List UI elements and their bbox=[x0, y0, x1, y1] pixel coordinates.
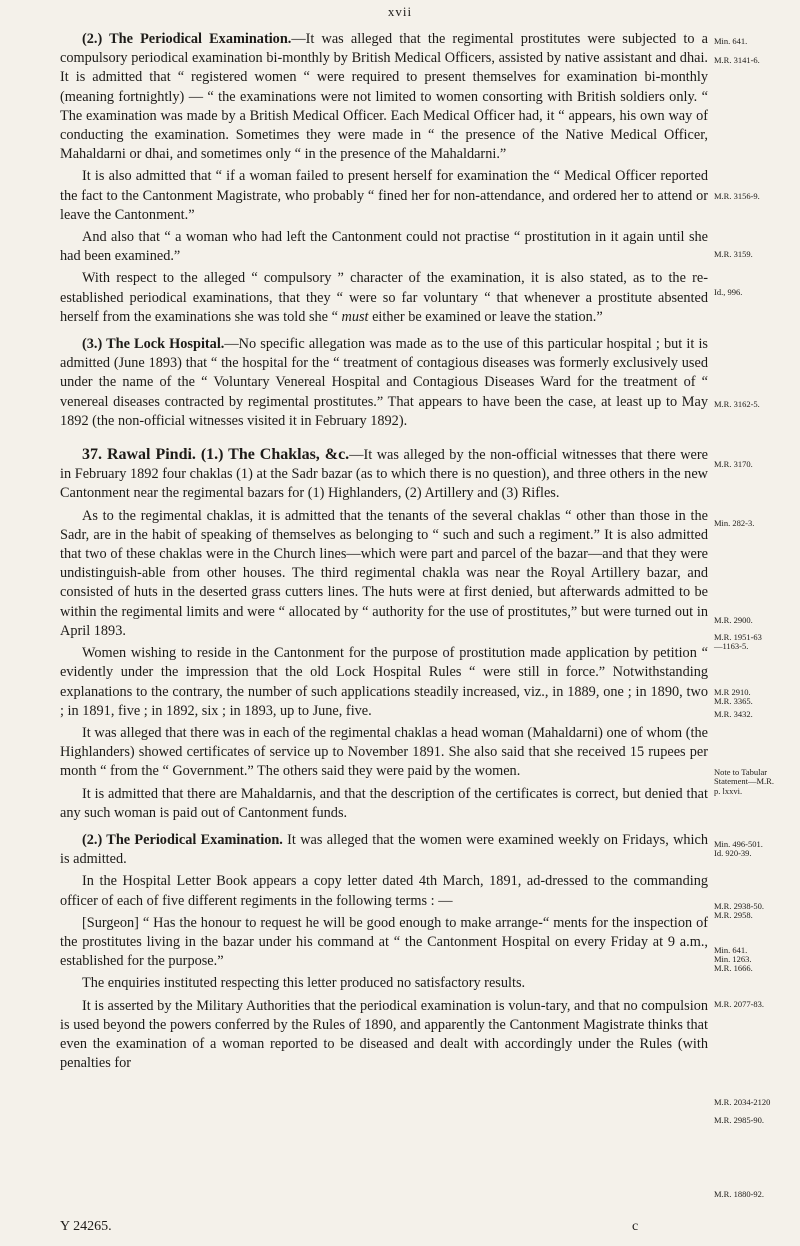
margin-note: M.R. 3170. bbox=[714, 459, 753, 469]
paragraph: As to the regimental chaklas, it is admitted that the tenants of the several chaklas “ other than those in the Sadr, are in the habit of speaking of themselves as belonging to “ such and such a regiment.” It is also admitted that two of these chaklas were in the Church lines—which were part and parcel of the bazar—and that they were undistinguish-able from other houses. The third regimental chakla was near the Royal Artillery bazar, and consisted of huts in the deserted grass cutters lines. The huts were at first denied, but afterwards admitted to be within the regimental limits and were “ allocated by “ authority for the use of prostitutes,” but were turned out in April 1893. bbox=[60, 507, 708, 639]
margin-note: Min. 1263. bbox=[714, 954, 752, 964]
margin-note: M.R. 3156-9. bbox=[714, 191, 760, 201]
paragraph-lock-hospital bbox=[60, 335, 708, 431]
margin-note: M.R 2910. bbox=[714, 687, 751, 697]
section-heading: (2.) The Periodical Examination. bbox=[82, 31, 292, 47]
paragraph-text: —It was alleged by the non-official witnesses that there were in February 1892 four chaklas (1) at the Sadr bazar (as to which there is no question), and three others in the new Cantonment near the regimental bazars for (1) Highlanders, (2) Artillery and (3) Rifles. bbox=[60, 447, 708, 502]
emphasis-text: must bbox=[341, 308, 369, 325]
main-text bbox=[60, 30, 708, 1076]
paragraph bbox=[60, 269, 708, 327]
paragraph: It was alleged that there was in each of the regimental chaklas a head woman (Mahaldarni) one of whom (the Highlanders) showed certificates of service up to November 1891. She also said that she received 15 rupees per month “ from the “ Government.” The others said they were paid by the women. bbox=[60, 724, 708, 780]
margin-note: M.R. 3162-5. bbox=[714, 399, 760, 409]
margin-note: Min. 641. bbox=[714, 945, 748, 955]
margin-note: M.R. 3159. bbox=[714, 249, 753, 259]
margin-note: Id., 996. bbox=[714, 287, 743, 297]
paragraph-text: It was alleged that the women were examined weekly on Fridays, which is admitted. bbox=[60, 831, 709, 868]
paragraph-text: —No specific allegation was made as to the use of this particular hospital ; but it is admitted (June 1893) that “ the hospital for the “ treatment of contagious diseases was formerly exclusively used under the name of the “ Voluntary Venereal Hospital and Contagious Diseases Ward for the treatment of “ venereal diseases contracted by regimental prostitutes.” That appears to have been the case, at least up to May 1892 (the non-official witnesses visited it in February 1892). bbox=[60, 336, 708, 429]
margin-note: M.R. 3141-6. bbox=[714, 55, 760, 65]
margin-note: M.R. 2958. bbox=[714, 910, 753, 920]
paragraph-text: —It was alleged that the regimental prostitutes were subjected to a compulsory periodical examination bi-monthly by British Medical Officers, assisted by native assistant and dhai. It is admitted that “ registered women “ were required to present themselves for examination bi-monthly (meaning fortnightly) — “ the examinations were not limited to women consorting with British soldiers only. “ The examination was made by a British Medical Officer. Each Medical Officer had, it “ appears, his own way of conducting the examination. Sometimes they were made in “ the presence of the Native Medical Officer, Mahaldarni or dhai, and sometimes only “ in the presence of the Mahaldarni.” bbox=[60, 31, 708, 163]
margin-note: M.R. 2985-90. bbox=[714, 1115, 765, 1125]
margin-note: Min. 282-3. bbox=[714, 518, 755, 528]
section-heading: (3.) The Lock Hospital. bbox=[82, 336, 225, 353]
margin-note: M.R. 1666. bbox=[714, 963, 753, 973]
paragraph: Women wishing to reside in the Cantonment for the purpose of prostitution made application by petition “ evidently under the impression that the old Lock Hospital Rules “ were still in force.” Notwithstanding explanations to the contrary, the number of such applications steadily increased, viz., in 1889, one ; in 1890, two ; in 1891, five ; in 1892, six ; in 1893, up to June, five. bbox=[60, 645, 708, 719]
paragraph: The enquiries instituted respecting this letter produced no satisfactory results. bbox=[82, 975, 526, 992]
paragraph: It is also admitted that “ if a woman failed to present herself for examination the “ Medical Officer reported the fact to the Cantonment Magistrate, who probably “ fined her for non-attendance, and ordered her to attend or leave the Cantonment.” bbox=[60, 168, 708, 223]
paragraph-periodical-examination bbox=[60, 30, 708, 164]
paragraph: It is admitted that there are Mahaldarnis, and that the description of the certificates is correct, but denied that any such woman is paid out of Cantonment funds. bbox=[60, 785, 708, 821]
margin-note: Note to Tabular bbox=[714, 767, 768, 777]
paragraph: And also that “ a woman who had left the Cantonment could not practise “ prostitution in it again until she had been examined.” bbox=[60, 229, 708, 265]
margin-note: M.R. 2034-2120 bbox=[714, 1097, 771, 1107]
section-heading: 37. Rawal Pindi. (1.) The Chaklas, &c. bbox=[82, 446, 350, 464]
margin-note: M.R. 3365. bbox=[714, 696, 753, 706]
margin-note: M.R. 3432. bbox=[714, 709, 753, 719]
margin-note: p. lxxvi. bbox=[714, 786, 743, 796]
margin-note: Min. 641. bbox=[714, 36, 748, 46]
gathering-letter: c bbox=[632, 1219, 639, 1234]
margin-note: Min. 496-501. bbox=[714, 839, 763, 849]
margin-note: M.R. 2077-83. bbox=[714, 999, 765, 1009]
signature-mark: Y 24265. bbox=[60, 1219, 112, 1234]
margin-note: Id. 920-39. bbox=[714, 848, 752, 858]
margin-note: M.R. 2938-50. bbox=[714, 901, 765, 911]
paragraph-text: either be examined or leave the station.” bbox=[368, 308, 603, 325]
paragraph-quoted-letter: [Surgeon] “ Has the honour to request he will be good enough to make arrange-“ ments for the inspection of the prostitutes living in the bazar under his command at “ the Cantonment Hospital on every Friday at 9 a.m., established for the purpose.” bbox=[60, 914, 708, 970]
paragraph-text: With respect to the alleged “ compulsory ” character of the examination, it is also stated, as to the re-established periodical examinations, that they “ were so far voluntary “ that whenever a prostitute absented herself from the examinations she was told she “ bbox=[60, 270, 708, 325]
margin-note: M.R. 2900. bbox=[714, 615, 753, 625]
paragraph: In the Hospital Letter Book appears a copy letter dated 4th March, 1891, ad-dressed to the commanding officer of each of five different regiments in the following terms : — bbox=[60, 873, 708, 909]
page-number: xvii bbox=[387, 4, 413, 19]
paragraph: It is asserted by the Military Authorities that the periodical examination is volun-tary, and that no compulsion is used beyond the powers conferred by the Rules of 1890, and apparently the Cantonment Magistrate thinks that even the examination of a woman reported to be diseased and dealt with accordingly under the Rules (with penalties for bbox=[60, 997, 708, 1072]
margin-note: —1163-5. bbox=[714, 641, 749, 651]
margin-note: M.R. 1880-92. bbox=[714, 1189, 765, 1199]
paragraph-periodical-examination-2 bbox=[60, 831, 708, 869]
margin-note: M.R. 1951-63 bbox=[714, 632, 762, 642]
section-heading: (2.) The Periodical Examination. bbox=[82, 831, 283, 848]
margin-note: Statement—M.R. bbox=[714, 776, 774, 786]
paragraph-rawal-pindi bbox=[60, 445, 708, 504]
